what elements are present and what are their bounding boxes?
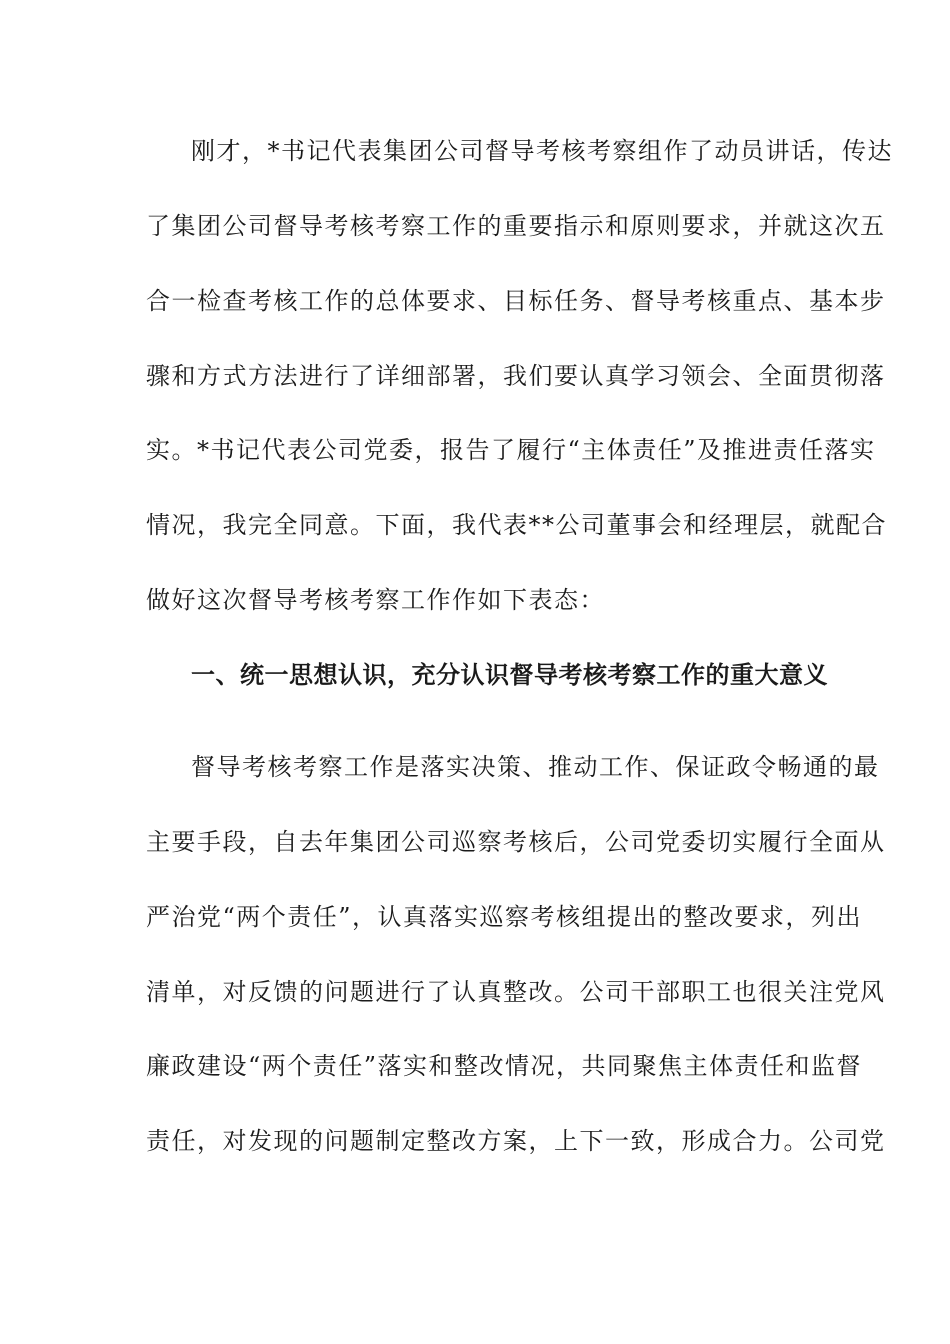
paragraph-1-line-4: 骤和方式方法进行了详细部署，我们要认真学习领会、全面贯彻落 xyxy=(146,362,886,390)
paragraph-2-line-1: 督导考核考察工作是落实决策、推动工作、保证政令畅通的最 xyxy=(191,753,880,781)
paragraph-2-line-4: 清单，对反馈的问题进行了认真整改。公司干部职工也很关注党风 xyxy=(146,978,886,1006)
paragraph-2-line-5: 廉政建设“两个责任”落实和整改情况，共同聚焦主体责任和监督 xyxy=(146,1052,863,1080)
paragraph-1-line-2: 了集团公司督导考核考察工作的重要指示和原则要求，并就这次五 xyxy=(146,212,886,240)
paragraph-1-line-5: 实。*书记代表公司党委，报告了履行“主体责任”及推进责任落实 xyxy=(146,436,876,464)
paragraph-1-line-1: 刚才，*书记代表集团公司督导考核考察组作了动员讲话，传达 xyxy=(191,137,893,165)
paragraph-2-line-2: 主要手段，自去年集团公司巡察考核后，公司党委切实履行全面从 xyxy=(146,828,886,856)
section-heading-1: 一、统一思想认识，充分认识督导考核考察工作的重大意义 xyxy=(191,661,828,689)
paragraph-1-line-7: 做好这次督导考核考察工作作如下表态： xyxy=(146,586,605,614)
paragraph-2-line-6: 责任，对发现的问题制定整改方案，上下一致，形成合力。公司党 xyxy=(146,1127,886,1155)
paragraph-1-line-6: 情况，我完全同意。下面，我代表**公司董事会和经理层，就配合 xyxy=(146,511,887,539)
paragraph-1-line-3: 合一检查考核工作的总体要求、目标任务、督导考核重点、基本步 xyxy=(146,287,886,315)
paragraph-2-line-3: 严治党“两个责任”，认真落实巡察考核组提出的整改要求，列出 xyxy=(146,903,863,931)
